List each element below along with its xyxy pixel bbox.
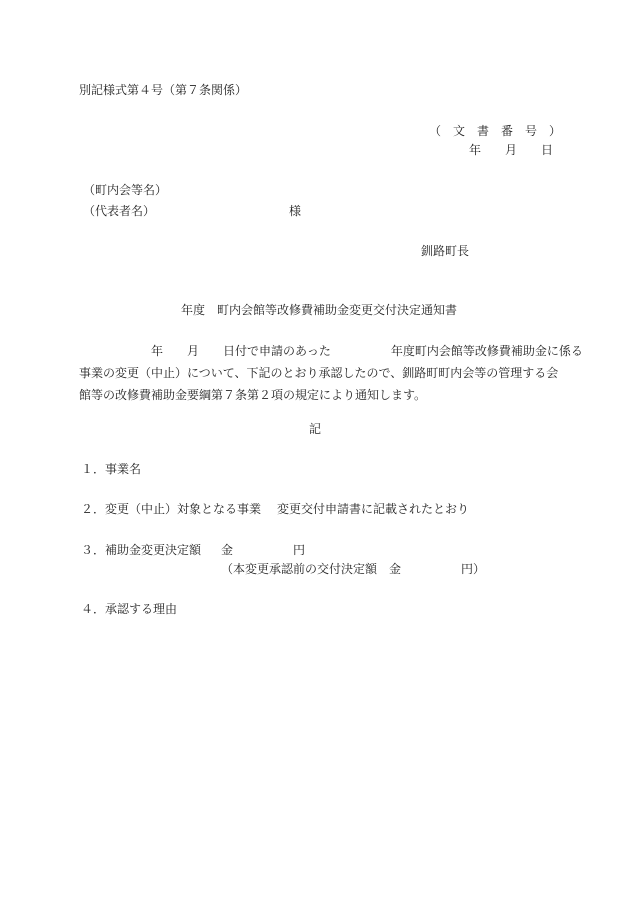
recipient-representative: （代表者名）: [83, 204, 156, 218]
body-line-3: 館等の改修費補助金要綱第７条第２項の規定により通知します。: [79, 388, 427, 402]
item-2-value: 変更交付申請書に記載されたとおり: [277, 502, 470, 516]
form-label: 別記様式第４号（第７条関係）: [79, 83, 248, 97]
item-4-reason: ４．承認する理由: [81, 602, 178, 616]
item-3-note: （本変更承認前の交付決定額 金 円）: [221, 562, 486, 576]
body-paragraph: [79, 340, 583, 406]
body-line-1: 年 月 日付で申請のあった 年度町内会館等改修費補助金に係る: [79, 344, 583, 358]
recipient-honorific: 様: [289, 204, 302, 218]
item-3-label: ３．補助金変更決定額: [81, 543, 202, 557]
body-line-2: 事業の変更（中止）について、下記のとおり承認したので、釧路町町内会等の管理する会: [79, 366, 559, 380]
ki-heading: 記: [309, 422, 322, 436]
sender-name: 釧路町長: [421, 244, 470, 258]
recipient-org: （町内会等名）: [83, 183, 168, 197]
document-title: 年度 町内会館等改修費補助金変更交付決定通知書: [181, 303, 458, 317]
document-number: （ 文 書 番 号 ）: [429, 124, 562, 138]
date-line: 年 月 日: [469, 143, 554, 157]
item-1-business-name: １．事業名: [81, 462, 142, 476]
item-2-label: ２．変更（中止）対象となる事業: [81, 502, 262, 516]
item-3-amount: 金 円: [221, 543, 306, 557]
